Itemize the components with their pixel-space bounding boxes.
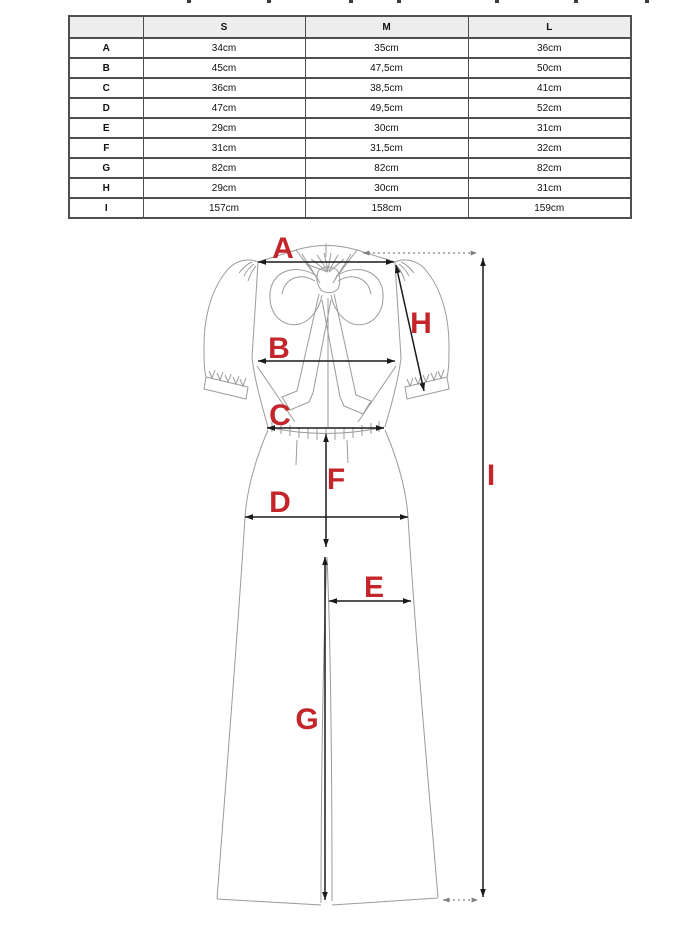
measure-value-l: 36cm: [468, 38, 631, 58]
left-cuff-gather-ticks: [209, 370, 246, 386]
size-col-header-l: L: [468, 16, 631, 38]
dimension-label-h: H: [410, 307, 432, 340]
garment-outline: [204, 243, 449, 905]
pant-gather-lines: [296, 440, 348, 465]
right-side-seam: [385, 358, 401, 427]
right-leg-outseam: [385, 430, 438, 897]
dimension-label-g: G: [295, 703, 319, 736]
dimension-label-i: I: [486, 459, 496, 492]
right-cuff-gather-ticks: [407, 370, 444, 386]
measure-value-s: 31cm: [143, 138, 305, 158]
dimension-label-e: E: [363, 571, 385, 604]
measure-value-s: 82cm: [143, 158, 305, 178]
measure-value-m: 49,5cm: [305, 98, 468, 118]
size-col-header-m: M: [305, 16, 468, 38]
measure-value-l: 50cm: [468, 58, 631, 78]
dimension-label-d: D: [269, 486, 291, 519]
leg-hems: [217, 898, 438, 905]
measure-value-s: 36cm: [143, 78, 305, 98]
left-cuff-band: [204, 377, 248, 399]
measure-value-m: 82cm: [305, 158, 468, 178]
measure-value-l: 159cm: [468, 198, 631, 218]
measure-value-m: 35cm: [305, 38, 468, 58]
dimension-label-c: C: [269, 399, 291, 432]
measure-value-s: 29cm: [143, 178, 305, 198]
size-col-header-s: S: [143, 16, 305, 38]
bow-right-tail: [322, 294, 371, 414]
measure-value-s: 47cm: [143, 98, 305, 118]
neckline: [296, 243, 357, 257]
measure-value-l: 31cm: [468, 118, 631, 138]
measure-value-s: 45cm: [143, 58, 305, 78]
left-side-seam: [252, 358, 268, 427]
measure-label: E: [69, 118, 143, 138]
measure-value-m: 30cm: [305, 178, 468, 198]
measure-value-m: 38,5cm: [305, 78, 468, 98]
measure-value-s: 157cm: [143, 198, 305, 218]
measure-value-l: 32cm: [468, 138, 631, 158]
measure-label: C: [69, 78, 143, 98]
measure-value-l: 52cm: [468, 98, 631, 118]
dimension-label-a: A: [272, 232, 294, 265]
measure-value-m: 47,5cm: [305, 58, 468, 78]
bow-loop-folds: [282, 277, 371, 294]
measure-label: F: [69, 138, 143, 158]
dimension-label-b: B: [268, 332, 290, 365]
left-leg-inseam: [321, 557, 327, 903]
measure-value-s: 29cm: [143, 118, 305, 138]
measure-value-l: 31cm: [468, 178, 631, 198]
right-leg-inseam: [327, 557, 332, 901]
measure-value-s: 34cm: [143, 38, 305, 58]
measure-label: I: [69, 198, 143, 218]
left-leg-outseam: [217, 430, 268, 899]
measure-value-l: 41cm: [468, 78, 631, 98]
left-sleeve-path: [204, 260, 258, 377]
measure-label: A: [69, 38, 143, 58]
measure-value-m: 31,5cm: [305, 138, 468, 158]
measure-value-m: 30cm: [305, 118, 468, 138]
measure-label: H: [69, 178, 143, 198]
left-armhole-seam: [252, 262, 258, 358]
dimension-label-f: F: [326, 463, 346, 496]
measure-value-l: 82cm: [468, 158, 631, 178]
measure-value-m: 158cm: [305, 198, 468, 218]
measure-label: D: [69, 98, 143, 118]
bow-knot: [317, 267, 340, 293]
measure-label: B: [69, 58, 143, 78]
measure-label: G: [69, 158, 143, 178]
